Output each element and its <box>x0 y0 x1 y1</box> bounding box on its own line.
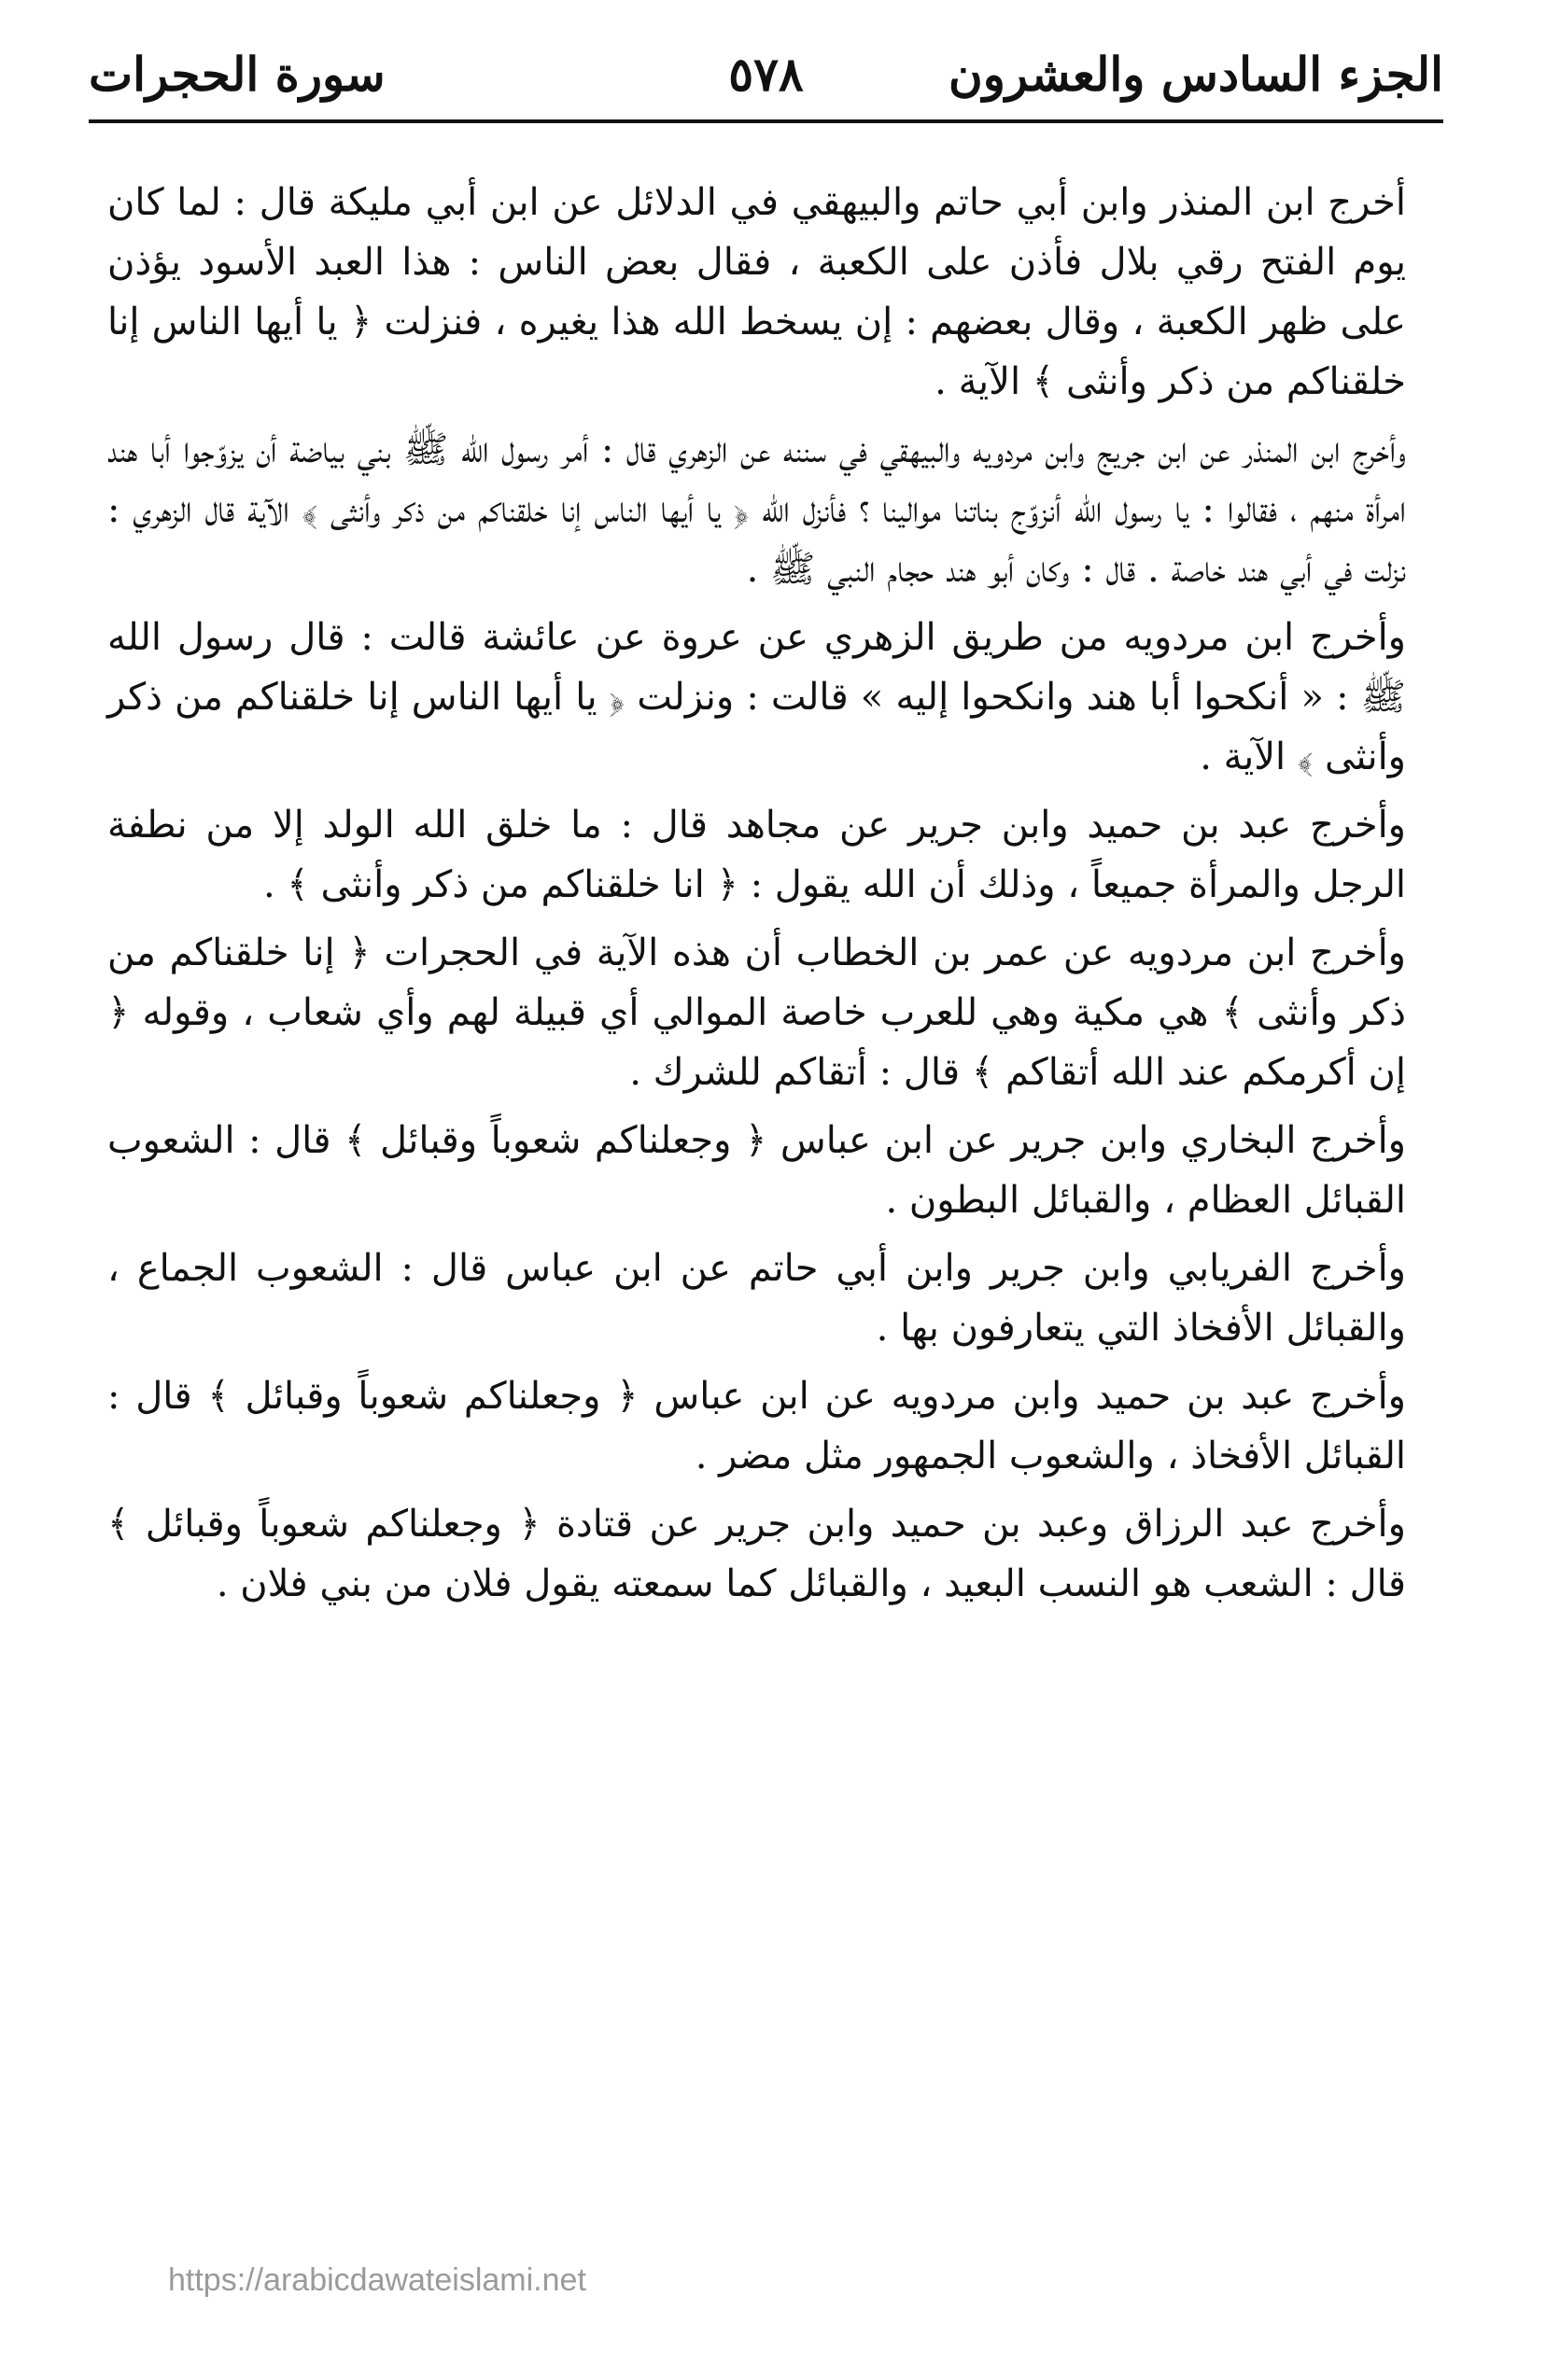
paragraph-3: وأخرج ابن مردويه من طريق الزهري عن عروة عن عائشة قالت : قال رسول الله ﷺ : « أنكحوا أبا هند وانكحوا إليه » قالت : ونزلت ﴿ يا أيها الناس إنا خلقناكم من ذكر وأنثى ﴾ الآية . <box>107 616 1406 778</box>
header-divider <box>89 119 1443 123</box>
paragraph-1: أخرج ابن المنذر وابن أبي حاتم والبيهقي في الدلائل عن ابن أبي مليكة قال : لما كان يوم الفتح رقي بلال فأذن على الكعبة ، فقال بعض الناس : هذا العبد الأسود يؤذن على ظهر الكعبة ، وقال بعضهم : إن يسخط الله هذا يغيره ، فنزلت ﴿ يا أيها الناس إنا خلقناكم من ذكر وأنثى ﴾ الآية . <box>107 181 1406 403</box>
paragraph-8: وأخرج عبد بن حميد وابن مردويه عن ابن عباس ﴿ وجعلناكم شعوباً وقبائل ﴾ قال : القبائل الأفخاذ ، والشعوب الجمهور مثل مضر . <box>107 1375 1406 1477</box>
paragraph-4: وأخرج عبد بن حميد وابن جرير عن مجاهد قال : ما خلق الله الولد إلا من نطفة الرجل والمرأة جميعاً ، وذلك أن الله يقول : ﴿ انا خلقناكم من ذكر وأنثى ﴾ . <box>107 804 1406 906</box>
paragraph-9: وأخرج عبد الرزاق وعبد بن حميد وابن جرير عن قتادة ﴿ وجعلناكم شعوباً وقبائل ﴾ قال : الشعب هو النسب البعيد ، والقبائل كما سمعته يقول فلان من بني فلان . <box>107 1503 1406 1605</box>
watermark-url: https://arabicdawateislami.net <box>168 2262 586 2298</box>
part-title: الجزء السادس والعشرون <box>948 47 1443 102</box>
page-body <box>107 173 1406 1622</box>
surah-title: سورة الحجرات <box>89 47 386 102</box>
paragraph-5: وأخرج ابن مردويه عن عمر بن الخطاب أن هذه الآية في الحجرات ﴿ إنا خلقناكم من ذكر وأنثى ﴾ هي مكية وهي للعرب خاصة الموالي أي قبيلة لهم وأي شعاب ، وقوله ﴿ إن أكرمكم عند الله أتقاكم ﴾ قال : أتقاكم للشرك . <box>107 931 1406 1094</box>
paragraph-7: وأخرج الفريابي وابن جرير وابن أبي حاتم عن ابن عباس قال : الشعوب الجماع ، والقبائل الأفخاذ التي يتعارفون بها . <box>107 1247 1406 1350</box>
page-number: ٥٧٨ <box>728 47 804 102</box>
paragraph-6: وأخرج البخاري وابن جرير عن ابن عباس ﴿ وجعلناكم شعوباً وقبائل ﴾ قال : الشعوب القبائل العظام ، والقبائل البطون . <box>107 1119 1406 1222</box>
paragraph-2: وأخرج ابن المنذر عن ابن جريج وابن مردويه والبيهقي في سننه عن الزهري قال : أمر رسول الله ﷺ بني بياضة أن يزوّجوا أبا هند امرأة منهم ، فقالوا : يا رسول الله أنزوّج بناتنا موالينا ؟ فأنزل الله ﴿ يا أيها الناس إنا خلقناكم من ذكر وأنثى ﴾ الآية قال الزهري : نزلت في أبي هند خاصة . قال : وكان أبو هند حجام النبي ﷺ . <box>107 428 1406 591</box>
page-header <box>89 37 1443 112</box>
